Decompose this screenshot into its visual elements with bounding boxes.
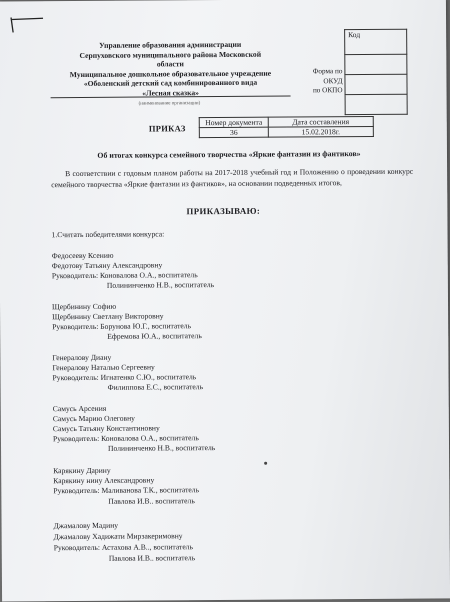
winner-child: Федосееву Ксению — [51, 250, 114, 261]
winner-parent: Карякину нину Александровну — [53, 475, 155, 486]
org-line: Управление образования администрации — [99, 39, 242, 50]
winner-parent: Самусь Марию Олеговну — [52, 413, 135, 424]
winner-supervisor: Филиппова Е.С., воспитатель — [107, 382, 204, 392]
winner-parent: Щербинину Светлану Викторовну — [52, 311, 164, 322]
organization-name — [50, 40, 290, 99]
winner-supervisor: Руководитель: Коновалова О.А., воспитатель — [52, 433, 199, 444]
org-line: Муниципальное дошкольное образовательное учреждение — [69, 68, 272, 79]
winner-supervisor: Руководитель: Астахова А.В.., воспитатель — [53, 542, 193, 553]
order-heading: ПРИКАЗЫВАЮ: — [186, 205, 261, 217]
form-labels — [298, 67, 342, 96]
winner-supervisor: Полининченко Н.В., воспитатель — [108, 443, 216, 453]
codes-cell — [345, 94, 407, 114]
org-caption: (наименование организации) — [138, 101, 201, 107]
number-header: Номер документа — [199, 117, 268, 127]
document-number-table — [199, 116, 374, 138]
codes-cell — [345, 74, 407, 94]
codes-table — [344, 29, 408, 115]
okpo-label: по ОКПО — [312, 86, 343, 95]
org-line: «Оболенский детский сад комбинированного вида — [83, 78, 258, 89]
winner-child: Генералову Диану — [52, 352, 112, 363]
winner-parent: Джамалову Хадижати Мирзакеримовну — [53, 531, 183, 542]
handwritten-mark — [7, 15, 45, 33]
winner-supervisor: Полининченко Н.В., воспитатель — [106, 280, 215, 290]
document-date: 15.02.2018г. — [268, 126, 373, 137]
codes-cell — [345, 54, 407, 74]
winner-supervisor: Руководитель: Борунова Ю.Г., воспитатель — [52, 321, 192, 332]
winner-child: Щербинину Софию — [52, 301, 117, 312]
winner-supervisor: Руководитель: Игнатенко С.Ю., воспитатель — [52, 372, 197, 383]
winner-child: Самусь Арсения — [52, 403, 107, 414]
document-title: Об итогах конкурса семейного творчества «Яркие фантазии из фантиков» — [97, 149, 361, 160]
winner-supervisor: Ефремова Ю.А., воспитатель — [107, 331, 202, 341]
winner-parent: Самусь Татьяну Константиновну — [52, 423, 160, 434]
date-header: Дата составления — [268, 116, 373, 127]
winner-parent: Федотову Татьяну Александровну — [51, 260, 163, 271]
winner-supervisor: Руководитель: Коновалова О.А., воспитатель — [51, 270, 198, 281]
document-number: 36 — [199, 127, 268, 137]
order-label: ПРИКАЗ — [148, 123, 186, 134]
ink-dot — [264, 462, 267, 465]
codes-header: Код — [345, 29, 407, 54]
winner-supervisor: Руководитель: Маливанова Т.К., воспитатель — [53, 485, 200, 496]
intro-paragraph: В соответствии с годовым планом работы на 2017-2018 учебный год и Положению о проведении конкурс семейного творчества «Яркие фантазии из фантиков», на основании подведенных итогов, — [51, 166, 414, 190]
winner-supervisor: Павлова И.В.. воспитатель — [108, 553, 196, 563]
org-line: области — [156, 59, 184, 69]
winner-child: Джамалову Мадину — [53, 520, 119, 531]
winner-parent: Генералову Наталью Сергеевну — [52, 362, 155, 373]
form-label: Форма по — [312, 67, 343, 76]
winner-child: Карякину Дарину — [53, 465, 111, 476]
org-line: Серпуховского муниципального района Московской — [79, 49, 262, 60]
okud-label: ОКУД — [323, 76, 343, 85]
winner-supervisor: Павлова И.В.. воспитатель — [108, 496, 195, 506]
item-1: 1.Считать победителями конкурса: — [51, 229, 165, 240]
org-line: «Лесная сказка» — [142, 88, 199, 98]
